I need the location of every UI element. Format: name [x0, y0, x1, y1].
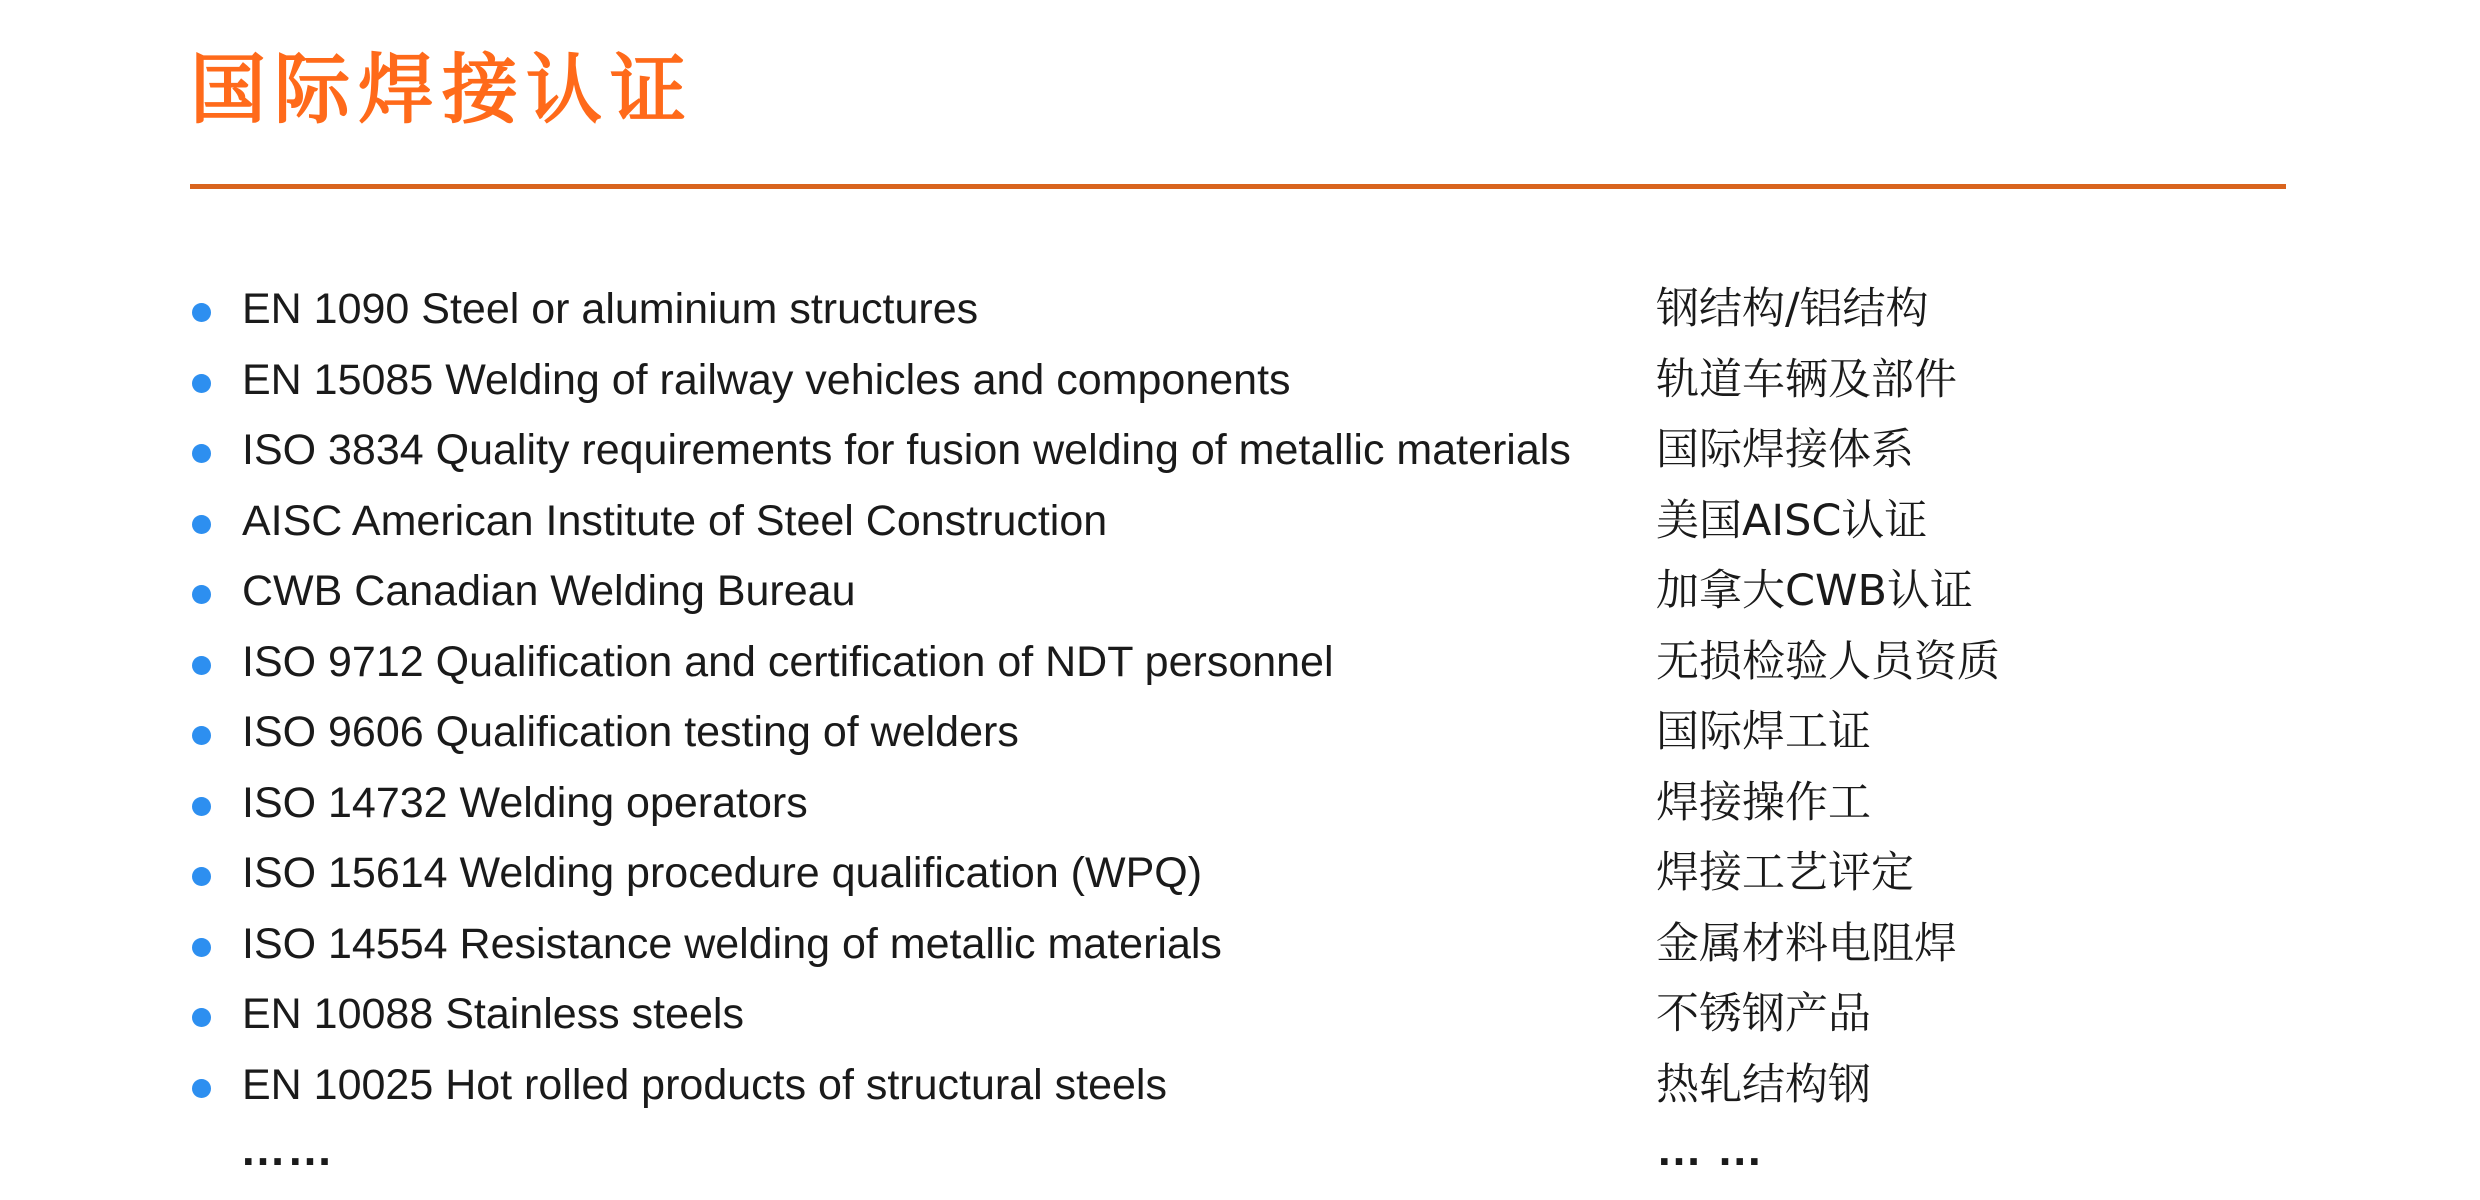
list-item	[190, 840, 2290, 911]
bullet-icon	[192, 515, 211, 534]
certification-list	[190, 276, 2290, 1182]
certification-chinese-name: 钢结构/铝结构	[1656, 284, 1929, 334]
certification-name: ISO 9712 Qualification and certification of NDT personnel	[242, 637, 1334, 686]
certification-name: AISC American Institute of Steel Construction	[242, 496, 1108, 545]
list-item	[190, 911, 2290, 982]
list-item	[190, 981, 2290, 1052]
certification-chinese-name: 金属材料电阻焊	[1656, 918, 1957, 969]
page-title: 国际焊接认证	[190, 45, 694, 134]
certification-chinese-name: 焊接工艺评定	[1656, 848, 1914, 898]
list-item	[190, 770, 2290, 841]
more-ellipsis-english: ……	[240, 1123, 334, 1175]
bullet-icon	[192, 374, 211, 393]
certification-name: ISO 14732 Welding operators	[242, 778, 808, 827]
bullet-icon	[192, 726, 211, 745]
certification-chinese-name: 国际焊接体系	[1656, 425, 1914, 475]
list-item	[190, 629, 2290, 700]
more-ellipsis-chinese: … …	[1656, 1123, 1764, 1175]
list-item	[190, 347, 2290, 418]
title-divider	[190, 184, 2286, 189]
certification-chinese-name: 不锈钢产品	[1656, 989, 1871, 1039]
list-item	[190, 417, 2290, 488]
bullet-icon	[192, 797, 211, 816]
certification-chinese-name: 美国AISC认证	[1656, 495, 1928, 546]
certification-name: ISO 15614 Welding procedure qualification (WPQ)	[242, 849, 1203, 897]
more-items-row	[190, 1122, 2290, 1182]
certification-name: ISO 3834 Quality requirements for fusion welding of metallic materials	[242, 426, 1571, 474]
bullet-icon	[192, 656, 211, 675]
certification-chinese-name: 焊接操作工	[1656, 777, 1871, 828]
bullet-icon	[192, 867, 211, 886]
bullet-icon	[192, 1079, 211, 1098]
bullet-icon	[192, 1008, 211, 1027]
certification-name: EN 10088 Stainless steels	[242, 990, 744, 1038]
bullet-icon	[192, 585, 211, 604]
certification-chinese-name: 加拿大CWB认证	[1656, 566, 1974, 616]
certification-name: EN 10025 Hot rolled products of structural steels	[242, 1060, 1167, 1109]
list-item	[190, 276, 2290, 347]
bullet-icon	[192, 444, 211, 463]
certification-chinese-name: 无损检验人员资质	[1656, 636, 2000, 687]
certification-name: ISO 14554 Resistance welding of metallic materials	[242, 919, 1222, 968]
bullet-icon	[192, 938, 211, 957]
list-item	[190, 558, 2290, 629]
certification-chinese-name: 热轧结构钢	[1656, 1059, 1871, 1110]
certification-name: EN 15085 Welding of railway vehicles and components	[242, 355, 1291, 404]
certification-name: CWB Canadian Welding Bureau	[242, 567, 856, 615]
certification-chinese-name: 轨道车辆及部件	[1656, 354, 1957, 405]
certification-name: EN 1090 Steel or aluminium structures	[242, 285, 979, 333]
list-item	[190, 699, 2290, 770]
list-item	[190, 1052, 2290, 1123]
list-item	[190, 488, 2290, 559]
certification-chinese-name: 国际焊工证	[1656, 707, 1871, 757]
certification-name: ISO 9606 Qualification testing of welders	[242, 708, 1019, 756]
bullet-icon	[192, 303, 211, 322]
